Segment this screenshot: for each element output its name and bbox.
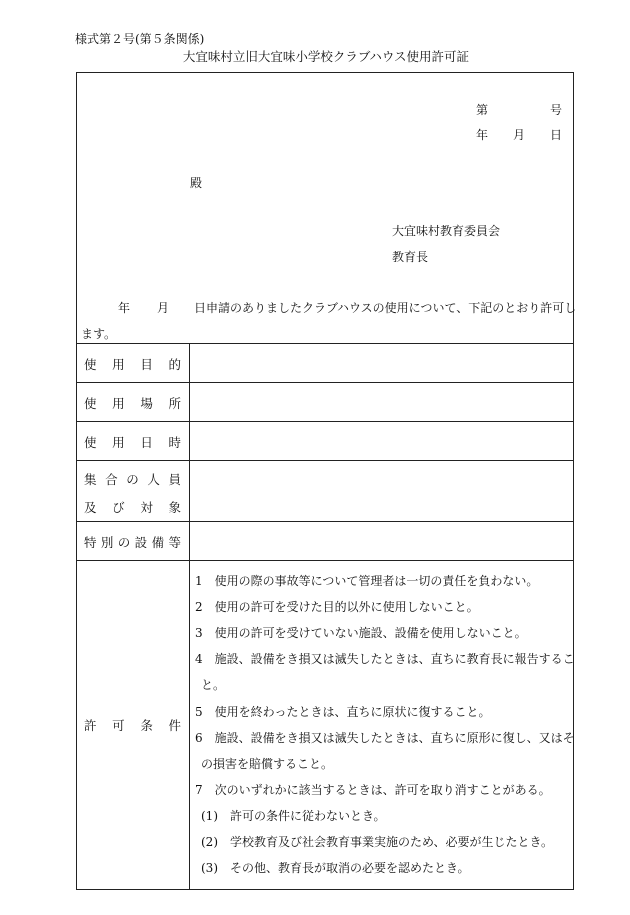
condition-item: 5 使用を終わったときは、直ちに原状に復すること。: [195, 705, 491, 719]
condition-item: 7 次のいずれかに該当するときは、許可を取り消すことがある。: [195, 783, 551, 797]
condition-item-continuation: と。: [201, 678, 226, 692]
issuer-title: 教育長: [392, 250, 429, 264]
statement-line-1: 日申請のありましたクラブハウスの使用について、下記のとおり許可し: [194, 301, 577, 315]
divider: [77, 343, 573, 344]
form-number: 様式第２号(第５条関係): [75, 32, 205, 46]
divider: [77, 560, 573, 561]
statement-month: 月: [157, 301, 170, 315]
condition-subitem: (1) 許可の条件に従わないとき。: [201, 809, 386, 823]
permit-form: [76, 72, 577, 890]
condition-subitem: (3) その他、教育長が取消の必要を認めたとき。: [201, 861, 470, 875]
divider: [77, 460, 573, 461]
condition-item: 3 使用の許可を受けていない施設、設備を使用しないこと。: [195, 626, 527, 640]
label-equipment: 特 別 の 設 備 等: [84, 535, 181, 550]
label-people-line-1: 集 合 の 人 員: [84, 472, 181, 487]
condition-item-continuation: の損害を賠償すること。: [201, 757, 334, 771]
label-place: 使 用 場 所: [84, 396, 181, 411]
column-divider: [189, 343, 190, 890]
divider: [77, 521, 573, 522]
number-dai: 第: [476, 103, 489, 117]
date-month: 月: [513, 128, 526, 142]
label-datetime: 使 用 日 時: [84, 435, 181, 450]
condition-item: 1 使用の際の事故等について管理者は一切の責任を負わない。: [195, 574, 539, 588]
number-go: 号: [550, 103, 563, 117]
condition-item: 6 施設、設備をき損又は滅失したときは、直ちに原形に復し、又はそ: [195, 731, 575, 745]
divider: [77, 421, 573, 422]
divider: [77, 382, 573, 383]
statement-year: 年: [118, 301, 131, 315]
statement-line-2: ます。: [81, 327, 117, 341]
condition-item: 4 施設、設備をき損又は滅失したときは、直ちに教育長に報告するこ: [195, 652, 575, 666]
label-purpose: 使 用 目 的: [84, 357, 181, 372]
issuer-org: 大宜味村教育委員会: [392, 224, 501, 238]
document-title: 大宜味村立旧大宜味小学校クラブハウス使用許可証: [182, 49, 470, 64]
addressee-suffix: 殿: [190, 176, 203, 190]
condition-item: 2 使用の許可を受けた目的以外に使用しないこと。: [195, 600, 479, 614]
label-people-line-2: 及 び 対 象: [84, 500, 181, 515]
date-day: 日: [550, 128, 563, 142]
date-year: 年: [476, 128, 489, 142]
condition-subitem: (2) 学校教育及び社会教育事業実施のため、必要が生じたとき。: [201, 835, 554, 849]
label-conditions: 許 可 条 件: [84, 718, 181, 733]
